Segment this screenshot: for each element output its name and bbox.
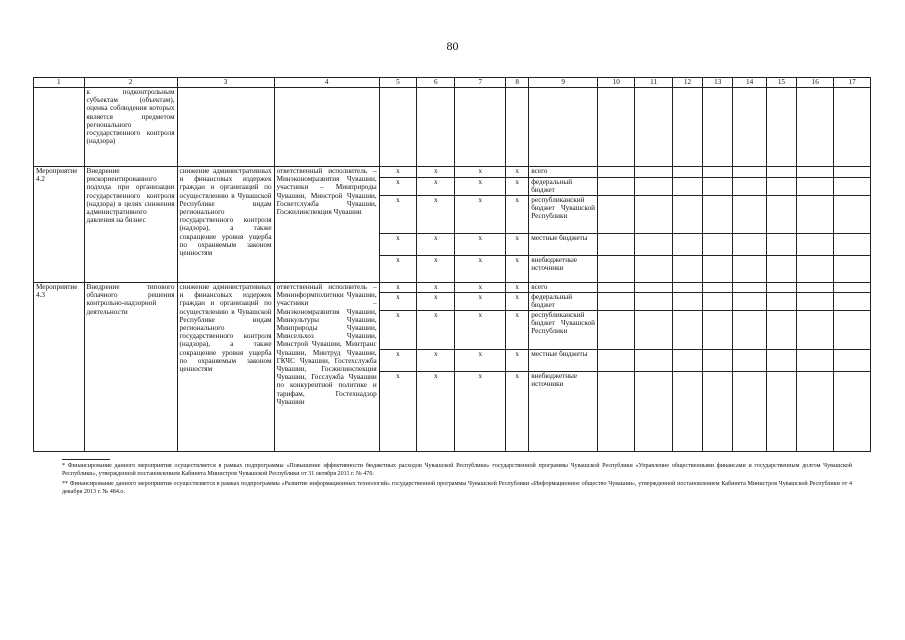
empty-cell [635, 196, 672, 234]
mark-cell: x [455, 178, 506, 196]
empty-cell [598, 311, 635, 350]
empty-cell [797, 311, 834, 350]
source-label: всего [529, 167, 598, 178]
empty-cell [672, 196, 702, 234]
mark-cell: x [379, 293, 416, 311]
empty-cell [834, 283, 871, 293]
empty-cell [635, 311, 672, 350]
empty-cell [834, 350, 871, 372]
empty-cell [635, 283, 672, 293]
empty-cell [635, 372, 672, 452]
empty-cell [703, 350, 733, 372]
header-cell: 13 [703, 78, 733, 88]
empty-cell [766, 372, 796, 452]
continuation-row [34, 88, 871, 167]
source-label: местные бюджеты [529, 350, 598, 372]
mark-cell: x [417, 167, 455, 178]
mark-cell: x [379, 178, 416, 196]
empty-cell [797, 167, 834, 178]
empty-cell [598, 234, 635, 256]
empty-cell [703, 372, 733, 452]
empty-cell [672, 311, 702, 350]
header-cell: 1 [34, 78, 85, 88]
empty-cell [703, 178, 733, 196]
empty-cell [703, 196, 733, 234]
header-cell: 10 [598, 78, 635, 88]
mark-cell: x [417, 178, 455, 196]
empty-cell [797, 372, 834, 452]
source-label: внебюджетные источники [529, 372, 598, 452]
empty-cell [834, 293, 871, 311]
mark-cell: x [455, 196, 506, 234]
source-label: внебюджетные источники [529, 256, 598, 283]
event-result: снижение административных и финансовых издержек граждан и организаций по осуществлению в Чувашской Республике видам регионального государственного контроля (надзора), а также сокращение уровня ущерба по охраняемым законом ценностям [177, 283, 274, 452]
empty-cell [797, 196, 834, 234]
empty-cell [635, 234, 672, 256]
footnote-divider [62, 459, 110, 460]
event-4-2 [34, 167, 871, 283]
empty-cell [672, 178, 702, 196]
empty-cell [766, 196, 796, 234]
empty-cell [766, 311, 796, 350]
empty-cell [733, 167, 766, 178]
empty-cell [598, 283, 635, 293]
empty-cell [797, 256, 834, 283]
mark-cell: x [379, 234, 416, 256]
empty-cell [834, 372, 871, 452]
empty-cell [766, 234, 796, 256]
mark-cell: x [455, 256, 506, 283]
header-cell: 14 [733, 78, 766, 88]
empty-cell [766, 283, 796, 293]
mark-cell: x [417, 234, 455, 256]
empty-cell [834, 311, 871, 350]
empty-cell [635, 178, 672, 196]
empty-cell [766, 256, 796, 283]
event-executors: ответственный исполнитель – Минэкономразвития Чувашии, участники – Минприроды Чувашии, Минстрой Чувашии, Госветслужба Чувашии, Госжилинспекция Чувашии [274, 167, 379, 283]
mark-cell: x [455, 311, 506, 350]
event-executors: ответственный исполнитель – Мининформполитики Чувашии, участники – Минэкономразвития Чувашии, Минкультуры Чувашии, Минприроды Чувашии, Минсельхоз Чувашии, Минстрой Чувашии, Минтранс Чувашии, Минтруд Чувашии, ГКЧС Чувашии, Гостехслужба Чувашии, Госжилинспекция Чувашии, Госслужба Чувашии по конкурентной политике и тарифам, Гостехнадзор Чувашии [274, 283, 379, 452]
empty-cell [834, 234, 871, 256]
empty-cell [598, 293, 635, 311]
mark-cell: x [506, 178, 529, 196]
empty-cell [672, 234, 702, 256]
empty-cell [834, 167, 871, 178]
source-row [34, 283, 871, 293]
mark-cell: x [379, 350, 416, 372]
header-cell: 17 [834, 78, 871, 88]
empty-cell [733, 196, 766, 234]
source-label: федеральный бюджет [529, 178, 598, 196]
header-cell: 15 [766, 78, 796, 88]
empty-cell [797, 234, 834, 256]
empty-cell [797, 178, 834, 196]
header-cell: 9 [529, 78, 598, 88]
empty-cell [635, 256, 672, 283]
mark-cell: x [379, 283, 416, 293]
mark-cell: x [379, 372, 416, 452]
empty-cell [834, 196, 871, 234]
empty-cell [797, 283, 834, 293]
header-cell: 7 [455, 78, 506, 88]
footnote-2: ** Финансирование данного мероприятия осуществляется в рамках подпрограммы «Развитие информационных технологий» государственной программы Чувашской Республики «Информационное общество Чувашии», утвержденной постановлением Кабинета Министров Чувашской Республики от 4 декабря 2013 г. № 484.о. [62, 481, 852, 495]
empty-cell [703, 167, 733, 178]
empty-cell [797, 350, 834, 372]
continuation-text: к подконтрольным субъектам (объектам), оценка соблюдения которых является предметом регионального государственного контроля (надзора) [84, 88, 177, 167]
empty-cell [834, 178, 871, 196]
empty-cell [672, 293, 702, 311]
empty-cell [703, 293, 733, 311]
empty-cell [733, 234, 766, 256]
source-label: республиканский бюджет Чувашской Республики [529, 196, 598, 234]
mark-cell: x [417, 350, 455, 372]
header-cell: 12 [672, 78, 702, 88]
header-cell: 11 [635, 78, 672, 88]
header-cell: 2 [84, 78, 177, 88]
mark-cell: x [455, 372, 506, 452]
source-label: федеральный бюджет [529, 293, 598, 311]
empty-cell [635, 350, 672, 372]
header-cell: 3 [177, 78, 274, 88]
empty-cell [733, 283, 766, 293]
mark-cell: x [417, 293, 455, 311]
empty-cell [635, 167, 672, 178]
empty-cell [703, 283, 733, 293]
mark-cell: x [506, 196, 529, 234]
mark-cell: x [455, 283, 506, 293]
event-4-3 [34, 283, 871, 452]
empty-cell [733, 178, 766, 196]
event-label: Мероприятие 4.2 [34, 167, 85, 283]
empty-cell [672, 372, 702, 452]
footnote-1: * Финансирование данного мероприятия осуществляется в рамках подпрограммы «Повышение эффективности бюджетных расходов Чувашской Республики» государственной программы Чувашской Республики «Управление общественными финансами и государственным долгом Чувашской Республики», утвержденной постановлением Кабинета Министров Чувашской Республики от 31 октября 2011 г. № 470. [62, 463, 852, 477]
mark-cell: x [455, 167, 506, 178]
empty-cell [703, 311, 733, 350]
mark-cell: x [506, 234, 529, 256]
header-cell: 8 [506, 78, 529, 88]
mark-cell: x [455, 234, 506, 256]
mark-cell: x [506, 293, 529, 311]
empty-cell [733, 293, 766, 311]
source-row [34, 167, 871, 178]
event-result: снижение административных и финансовых издержек граждан и организаций по осуществлению в Чувашской Республике видам регионального государственного контроля (надзора), а также сокращение уровня ущерба по охраняемым законом ценностям [177, 167, 274, 283]
plan-table [33, 77, 871, 452]
empty-cell [672, 167, 702, 178]
mark-cell: x [417, 372, 455, 452]
empty-cell [672, 283, 702, 293]
empty-cell [598, 196, 635, 234]
empty-cell [766, 350, 796, 372]
empty-cell [598, 372, 635, 452]
mark-cell: x [506, 350, 529, 372]
source-label: республиканский бюджет Чувашской Республики [529, 311, 598, 350]
source-label: местные бюджеты [529, 234, 598, 256]
empty-cell [703, 234, 733, 256]
mark-cell: x [379, 311, 416, 350]
empty-cell [797, 293, 834, 311]
mark-cell: x [455, 350, 506, 372]
mark-cell: x [506, 256, 529, 283]
empty-cell [733, 311, 766, 350]
empty-cell [672, 350, 702, 372]
empty-cell [598, 167, 635, 178]
empty-cell [733, 256, 766, 283]
mark-cell: x [379, 167, 416, 178]
mark-cell: x [417, 311, 455, 350]
event-name: Внедрение рискориентированного подхода при организации государственного контроля (надзора) в целях снижения административного давления на бизнес [84, 167, 177, 283]
empty-cell [834, 256, 871, 283]
page-number: 80 [446, 39, 459, 53]
empty-cell [672, 256, 702, 283]
event-name: Внедрение типового облачного решения контрольно-надзорной деятельности [84, 283, 177, 452]
mark-cell: x [379, 256, 416, 283]
source-label: всего [529, 283, 598, 293]
header-cell: 16 [797, 78, 834, 88]
mark-cell: x [379, 196, 416, 234]
empty-cell [635, 293, 672, 311]
mark-cell: x [417, 283, 455, 293]
mark-cell: x [506, 311, 529, 350]
mark-cell: x [506, 167, 529, 178]
empty-cell [766, 178, 796, 196]
empty-cell [766, 293, 796, 311]
empty-cell [733, 350, 766, 372]
header-cell: 6 [417, 78, 455, 88]
event-label: Мероприятие 4.3 [34, 283, 85, 452]
empty-cell [598, 350, 635, 372]
empty-cell [703, 256, 733, 283]
mark-cell: x [506, 372, 529, 452]
empty-cell [733, 372, 766, 452]
empty-cell [766, 167, 796, 178]
header-cell: 4 [274, 78, 379, 88]
header-cell: 5 [379, 78, 416, 88]
empty-cell [598, 178, 635, 196]
mark-cell: x [417, 256, 455, 283]
mark-cell: x [455, 293, 506, 311]
mark-cell: x [417, 196, 455, 234]
header-row [34, 78, 871, 88]
empty-cell [598, 256, 635, 283]
mark-cell: x [506, 283, 529, 293]
